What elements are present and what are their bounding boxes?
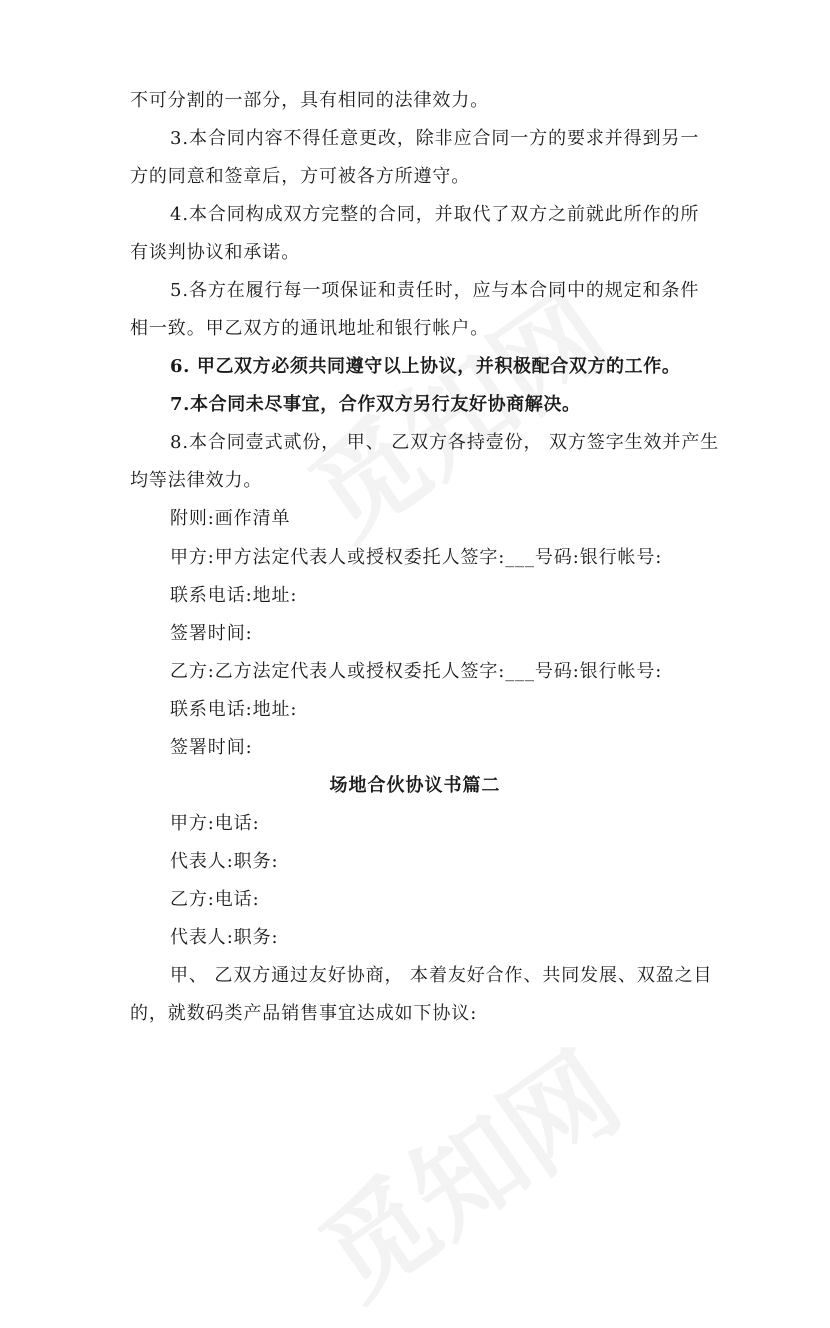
preamble-line: 甲、 乙双方通过友好协商， 本着友好合作、共同发展、双盈之目 [170, 965, 713, 986]
clause-5-line: 5.各方在履行每一项保证和责任时，应与本合同中的规定和条件 [170, 280, 700, 301]
party-b-date-line: 签署时间: [170, 737, 253, 758]
section-title: 场地合伙协议书篇二 [329, 775, 501, 796]
clause-4-line: 4.本合同构成双方完整的合同，并取代了双方之前就此所作的所 [170, 204, 700, 225]
preamble-line: 的，就数码类产品销售事宜达成如下协议: [130, 1003, 478, 1024]
watermark [285, 1010, 646, 1328]
party-a-signature-line: 甲方:甲方法定代表人或授权委托人签字:___号码:银行帐号: [170, 547, 663, 568]
paragraph-line: 有谈判协议和承诺。 [130, 242, 301, 263]
clause-3-line: 3.本合同内容不得任意更改，除非应合同一方的要求并得到另一 [170, 128, 700, 149]
party-b-contact-line: 联系电话:地址: [170, 699, 298, 720]
clause-8-line: 8.本合同壹式贰份， 甲、 乙双方各持壹份， 双方签字生效并产生 [170, 432, 720, 453]
paragraph-line: 相一致。甲乙双方的通讯地址和银行帐户。 [130, 318, 490, 339]
clause-6-line: 6. 甲乙双方必须共同遵守以上协议，并积极配合双方的工作。 [170, 356, 681, 377]
party-a-representative-line: 代表人:职务: [170, 851, 279, 872]
party-b-phone-line: 乙方:电话: [170, 889, 260, 910]
paragraph-line: 不可分割的一部分，具有相同的法律效力。 [130, 90, 490, 111]
party-a-phone-line: 甲方:电话: [170, 813, 260, 834]
paragraph-line: 均等法律效力。 [130, 470, 263, 491]
party-b-signature-line: 乙方:乙方法定代表人或授权委托人签字:___号码:银行帐号: [170, 661, 663, 682]
party-b-representative-line: 代表人:职务: [170, 927, 279, 948]
appendix-line: 附则:画作清单 [170, 508, 291, 529]
party-a-date-line: 签署时间: [170, 623, 253, 644]
clause-7-line: 7.本合同未尽事宜，合作双方另行友好协商解决。 [170, 394, 581, 415]
party-a-contact-line: 联系电话:地址: [170, 585, 298, 606]
paragraph-line: 方的同意和签章后，方可被各方所遵守。 [130, 166, 471, 187]
